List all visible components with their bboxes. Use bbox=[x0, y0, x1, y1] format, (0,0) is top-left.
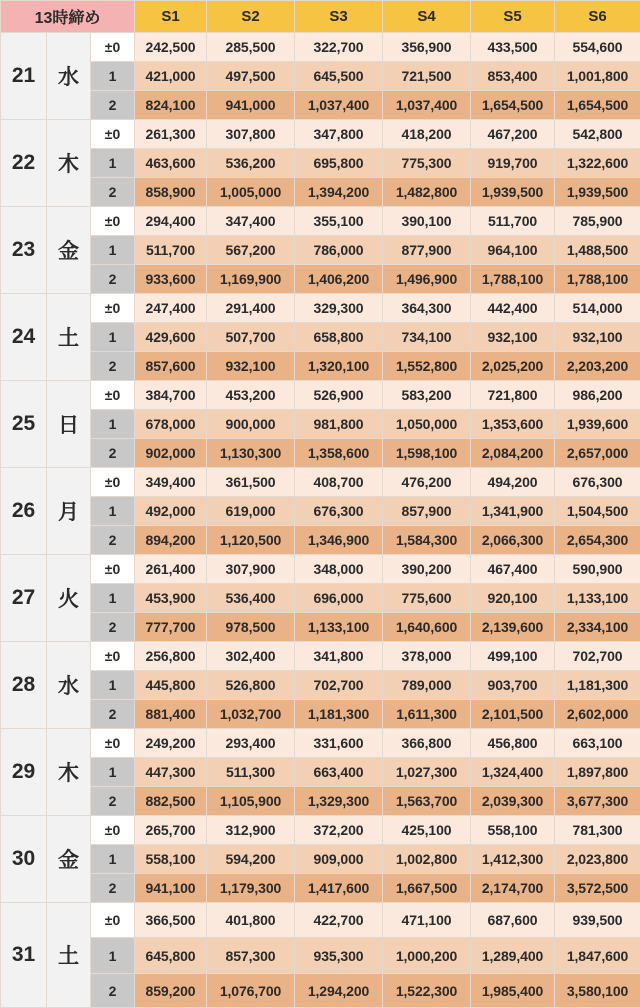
level-label: ±0 bbox=[91, 642, 135, 671]
price-cell: 348,000 bbox=[295, 555, 383, 584]
price-cell: 678,000 bbox=[135, 410, 207, 439]
price-cell: 3,580,100 bbox=[555, 974, 640, 1008]
weekday-label: 火 bbox=[47, 555, 91, 642]
price-cell: 2,654,300 bbox=[555, 526, 640, 555]
price-cell: 1,181,300 bbox=[555, 671, 640, 700]
price-cell: 453,200 bbox=[207, 381, 295, 410]
price-cell: 882,500 bbox=[135, 787, 207, 816]
price-cell: 463,600 bbox=[135, 149, 207, 178]
weekday-label: 土 bbox=[47, 903, 91, 1008]
level-label: 1 bbox=[91, 410, 135, 439]
price-cell: 1,417,600 bbox=[295, 874, 383, 903]
price-cell: 919,700 bbox=[471, 149, 555, 178]
price-cell: 1,105,900 bbox=[207, 787, 295, 816]
price-cell: 658,800 bbox=[295, 323, 383, 352]
price-cell: 619,000 bbox=[207, 497, 295, 526]
price-cell: 853,400 bbox=[471, 62, 555, 91]
price-cell: 775,600 bbox=[383, 584, 471, 613]
table-row bbox=[1, 700, 640, 729]
table-row bbox=[1, 149, 640, 178]
price-cell: 418,200 bbox=[383, 120, 471, 149]
day-number: 27 bbox=[1, 555, 47, 642]
price-cell: 2,334,100 bbox=[555, 613, 640, 642]
price-cell: 1,133,100 bbox=[555, 584, 640, 613]
weekday-label: 土 bbox=[47, 294, 91, 381]
price-cell: 249,200 bbox=[135, 729, 207, 758]
price-cell: 242,500 bbox=[135, 33, 207, 62]
price-cell: 372,200 bbox=[295, 816, 383, 845]
price-cell: 2,066,300 bbox=[471, 526, 555, 555]
price-cell: 364,300 bbox=[383, 294, 471, 323]
price-cell: 1,667,500 bbox=[383, 874, 471, 903]
price-cell: 1,120,500 bbox=[207, 526, 295, 555]
table-row bbox=[1, 874, 640, 903]
table-row bbox=[1, 62, 640, 91]
price-cell: 785,900 bbox=[555, 207, 640, 236]
level-label: 1 bbox=[91, 149, 135, 178]
price-cell: 2,101,500 bbox=[471, 700, 555, 729]
price-cell: 421,000 bbox=[135, 62, 207, 91]
price-cell: 663,400 bbox=[295, 758, 383, 787]
level-label: ±0 bbox=[91, 381, 135, 410]
price-cell: 294,400 bbox=[135, 207, 207, 236]
price-cell: 467,200 bbox=[471, 120, 555, 149]
weekday-label: 日 bbox=[47, 381, 91, 468]
price-cell: 1,584,300 bbox=[383, 526, 471, 555]
price-cell: 645,500 bbox=[295, 62, 383, 91]
price-cell: 1,358,600 bbox=[295, 439, 383, 468]
level-label: 2 bbox=[91, 352, 135, 381]
price-cell: 2,657,000 bbox=[555, 439, 640, 468]
price-cell: 1,341,900 bbox=[471, 497, 555, 526]
column-header-s6: S6 bbox=[555, 1, 640, 33]
table-row bbox=[1, 207, 640, 236]
price-cell: 903,700 bbox=[471, 671, 555, 700]
price-cell: 366,800 bbox=[383, 729, 471, 758]
price-cell: 494,200 bbox=[471, 468, 555, 497]
price-cell: 2,139,600 bbox=[471, 613, 555, 642]
table-row bbox=[1, 642, 640, 671]
table-row bbox=[1, 381, 640, 410]
level-label: ±0 bbox=[91, 33, 135, 62]
level-label: 2 bbox=[91, 439, 135, 468]
price-cell: 932,100 bbox=[471, 323, 555, 352]
price-cell: 1,320,100 bbox=[295, 352, 383, 381]
price-cell: 3,572,500 bbox=[555, 874, 640, 903]
price-cell: 285,500 bbox=[207, 33, 295, 62]
price-cell: 645,800 bbox=[135, 938, 207, 974]
table-row bbox=[1, 671, 640, 700]
price-cell: 2,025,200 bbox=[471, 352, 555, 381]
price-cell: 445,800 bbox=[135, 671, 207, 700]
table-row bbox=[1, 91, 640, 120]
table-row bbox=[1, 120, 640, 149]
price-cell: 536,200 bbox=[207, 149, 295, 178]
level-label: ±0 bbox=[91, 468, 135, 497]
price-cell: 941,000 bbox=[207, 91, 295, 120]
table-row bbox=[1, 729, 640, 758]
price-cell: 2,203,200 bbox=[555, 352, 640, 381]
price-cell: 981,800 bbox=[295, 410, 383, 439]
price-cell: 857,600 bbox=[135, 352, 207, 381]
day-number: 23 bbox=[1, 207, 47, 294]
table-row bbox=[1, 816, 640, 845]
price-cell: 1,037,400 bbox=[295, 91, 383, 120]
header-row bbox=[1, 1, 640, 33]
price-cell: 1,027,300 bbox=[383, 758, 471, 787]
price-cell: 265,700 bbox=[135, 816, 207, 845]
price-cell: 390,200 bbox=[383, 555, 471, 584]
price-cell: 909,000 bbox=[295, 845, 383, 874]
price-cell: 1,353,600 bbox=[471, 410, 555, 439]
table-row bbox=[1, 845, 640, 874]
price-cell: 857,300 bbox=[207, 938, 295, 974]
price-cell: 1,289,400 bbox=[471, 938, 555, 974]
day-number: 26 bbox=[1, 468, 47, 555]
price-cell: 932,100 bbox=[555, 323, 640, 352]
price-cell: 558,100 bbox=[471, 816, 555, 845]
day-number: 30 bbox=[1, 816, 47, 903]
weekday-label: 木 bbox=[47, 729, 91, 816]
price-cell: 789,000 bbox=[383, 671, 471, 700]
price-cell: 497,500 bbox=[207, 62, 295, 91]
price-cell: 511,300 bbox=[207, 758, 295, 787]
level-label: 2 bbox=[91, 874, 135, 903]
price-cell: 347,400 bbox=[207, 207, 295, 236]
price-cell: 857,900 bbox=[383, 497, 471, 526]
price-cell: 511,700 bbox=[471, 207, 555, 236]
price-cell: 594,200 bbox=[207, 845, 295, 874]
price-cell: 567,200 bbox=[207, 236, 295, 265]
price-cell: 687,600 bbox=[471, 903, 555, 938]
price-cell: 902,000 bbox=[135, 439, 207, 468]
price-cell: 1,522,300 bbox=[383, 974, 471, 1008]
price-cell: 920,100 bbox=[471, 584, 555, 613]
table-row bbox=[1, 584, 640, 613]
column-header-s2: S2 bbox=[207, 1, 295, 33]
price-cell: 734,100 bbox=[383, 323, 471, 352]
table-row bbox=[1, 497, 640, 526]
price-cell: 859,200 bbox=[135, 974, 207, 1008]
weekday-label: 木 bbox=[47, 120, 91, 207]
table-row bbox=[1, 352, 640, 381]
price-cell: 349,400 bbox=[135, 468, 207, 497]
weekday-label: 金 bbox=[47, 816, 91, 903]
column-header-s4: S4 bbox=[383, 1, 471, 33]
price-cell: 3,677,300 bbox=[555, 787, 640, 816]
price-cell: 526,800 bbox=[207, 671, 295, 700]
table-row bbox=[1, 178, 640, 207]
price-cell: 514,000 bbox=[555, 294, 640, 323]
price-cell: 476,200 bbox=[383, 468, 471, 497]
price-cell: 1,169,900 bbox=[207, 265, 295, 294]
level-label: ±0 bbox=[91, 816, 135, 845]
price-cell: 702,700 bbox=[295, 671, 383, 700]
day-number: 29 bbox=[1, 729, 47, 816]
price-cell: 933,600 bbox=[135, 265, 207, 294]
price-cell: 786,000 bbox=[295, 236, 383, 265]
price-cell: 1,654,500 bbox=[555, 91, 640, 120]
day-number: 21 bbox=[1, 33, 47, 120]
price-cell: 1,130,300 bbox=[207, 439, 295, 468]
price-cell: 777,700 bbox=[135, 613, 207, 642]
price-cell: 1,294,200 bbox=[295, 974, 383, 1008]
level-label: 1 bbox=[91, 584, 135, 613]
price-cell: 775,300 bbox=[383, 149, 471, 178]
price-cell: 1,050,000 bbox=[383, 410, 471, 439]
price-cell: 986,200 bbox=[555, 381, 640, 410]
price-cell: 2,023,800 bbox=[555, 845, 640, 874]
column-header-s1: S1 bbox=[135, 1, 207, 33]
price-cell: 939,500 bbox=[555, 903, 640, 938]
price-cell: 442,400 bbox=[471, 294, 555, 323]
price-cell: 1,406,200 bbox=[295, 265, 383, 294]
price-cell: 1,552,800 bbox=[383, 352, 471, 381]
price-cell: 453,900 bbox=[135, 584, 207, 613]
price-cell: 511,700 bbox=[135, 236, 207, 265]
level-label: 1 bbox=[91, 497, 135, 526]
table-row bbox=[1, 938, 640, 974]
price-cell: 554,600 bbox=[555, 33, 640, 62]
level-label: 1 bbox=[91, 62, 135, 91]
table-row bbox=[1, 903, 640, 938]
price-cell: 499,100 bbox=[471, 642, 555, 671]
price-cell: 932,100 bbox=[207, 352, 295, 381]
price-cell: 590,900 bbox=[555, 555, 640, 584]
price-cell: 1,482,800 bbox=[383, 178, 471, 207]
price-cell: 433,500 bbox=[471, 33, 555, 62]
price-cell: 378,000 bbox=[383, 642, 471, 671]
price-cell: 307,800 bbox=[207, 120, 295, 149]
price-cell: 881,400 bbox=[135, 700, 207, 729]
level-label: ±0 bbox=[91, 207, 135, 236]
level-label: 2 bbox=[91, 787, 135, 816]
level-label: 1 bbox=[91, 236, 135, 265]
price-cell: 676,300 bbox=[555, 468, 640, 497]
price-cell: 1,076,700 bbox=[207, 974, 295, 1008]
price-cell: 536,400 bbox=[207, 584, 295, 613]
price-cell: 384,700 bbox=[135, 381, 207, 410]
level-label: ±0 bbox=[91, 729, 135, 758]
price-cell: 1,488,500 bbox=[555, 236, 640, 265]
price-cell: 1,496,900 bbox=[383, 265, 471, 294]
price-cell: 261,400 bbox=[135, 555, 207, 584]
price-cell: 467,400 bbox=[471, 555, 555, 584]
table-row bbox=[1, 236, 640, 265]
price-cell: 583,200 bbox=[383, 381, 471, 410]
price-cell: 978,500 bbox=[207, 613, 295, 642]
price-cell: 721,800 bbox=[471, 381, 555, 410]
level-label: 2 bbox=[91, 265, 135, 294]
price-cell: 1,001,800 bbox=[555, 62, 640, 91]
price-cell: 293,400 bbox=[207, 729, 295, 758]
price-cell: 1,324,400 bbox=[471, 758, 555, 787]
level-label: 2 bbox=[91, 91, 135, 120]
price-cell: 329,300 bbox=[295, 294, 383, 323]
price-cell: 471,100 bbox=[383, 903, 471, 938]
table-row bbox=[1, 294, 640, 323]
weekday-label: 水 bbox=[47, 642, 91, 729]
level-label: 2 bbox=[91, 178, 135, 207]
level-label: 1 bbox=[91, 845, 135, 874]
price-cell: 1,002,800 bbox=[383, 845, 471, 874]
price-cell: 1,322,600 bbox=[555, 149, 640, 178]
table-row bbox=[1, 526, 640, 555]
level-label: 2 bbox=[91, 974, 135, 1008]
level-label: 1 bbox=[91, 758, 135, 787]
price-cell: 2,084,200 bbox=[471, 439, 555, 468]
price-cell: 1,037,400 bbox=[383, 91, 471, 120]
weekday-label: 月 bbox=[47, 468, 91, 555]
price-cell: 2,174,700 bbox=[471, 874, 555, 903]
column-header-s3: S3 bbox=[295, 1, 383, 33]
price-cell: 355,100 bbox=[295, 207, 383, 236]
price-cell: 1,897,800 bbox=[555, 758, 640, 787]
price-cell: 422,700 bbox=[295, 903, 383, 938]
price-cell: 429,600 bbox=[135, 323, 207, 352]
level-label: ±0 bbox=[91, 120, 135, 149]
day-number: 28 bbox=[1, 642, 47, 729]
price-cell: 676,300 bbox=[295, 497, 383, 526]
price-cell: 1,394,200 bbox=[295, 178, 383, 207]
price-cell: 2,602,000 bbox=[555, 700, 640, 729]
price-cell: 1,412,300 bbox=[471, 845, 555, 874]
level-label: ±0 bbox=[91, 903, 135, 938]
level-label: 1 bbox=[91, 938, 135, 974]
price-cell: 1,985,400 bbox=[471, 974, 555, 1008]
table-row bbox=[1, 323, 640, 352]
price-cell: 361,500 bbox=[207, 468, 295, 497]
price-cell: 1,563,700 bbox=[383, 787, 471, 816]
price-cell: 1,788,100 bbox=[555, 265, 640, 294]
price-cell: 1,346,900 bbox=[295, 526, 383, 555]
price-cell: 1,640,600 bbox=[383, 613, 471, 642]
price-cell: 507,700 bbox=[207, 323, 295, 352]
price-cell: 390,100 bbox=[383, 207, 471, 236]
table-row bbox=[1, 468, 640, 497]
column-header-s5: S5 bbox=[471, 1, 555, 33]
price-cell: 1,788,100 bbox=[471, 265, 555, 294]
price-cell: 1,181,300 bbox=[295, 700, 383, 729]
price-cell: 456,800 bbox=[471, 729, 555, 758]
price-cell: 401,800 bbox=[207, 903, 295, 938]
weekday-label: 水 bbox=[47, 33, 91, 120]
price-cell: 935,300 bbox=[295, 938, 383, 974]
price-cell: 1,032,700 bbox=[207, 700, 295, 729]
level-label: 2 bbox=[91, 526, 135, 555]
price-cell: 1,847,600 bbox=[555, 938, 640, 974]
day-number: 31 bbox=[1, 903, 47, 1008]
price-cell: 1,504,500 bbox=[555, 497, 640, 526]
level-label: 1 bbox=[91, 671, 135, 700]
price-cell: 331,600 bbox=[295, 729, 383, 758]
price-cell: 356,900 bbox=[383, 33, 471, 62]
table-body bbox=[1, 33, 640, 1008]
price-cell: 247,400 bbox=[135, 294, 207, 323]
price-cell: 877,900 bbox=[383, 236, 471, 265]
price-cell: 964,100 bbox=[471, 236, 555, 265]
price-cell: 1,654,500 bbox=[471, 91, 555, 120]
price-cell: 307,900 bbox=[207, 555, 295, 584]
table-row bbox=[1, 265, 640, 294]
table-row bbox=[1, 33, 640, 62]
level-label: 2 bbox=[91, 700, 135, 729]
table-row bbox=[1, 613, 640, 642]
level-label: 2 bbox=[91, 613, 135, 642]
price-cell: 1,133,100 bbox=[295, 613, 383, 642]
price-cell: 312,900 bbox=[207, 816, 295, 845]
price-cell: 558,100 bbox=[135, 845, 207, 874]
table-row bbox=[1, 974, 640, 1008]
table-row bbox=[1, 758, 640, 787]
day-number: 25 bbox=[1, 381, 47, 468]
price-cell: 302,400 bbox=[207, 642, 295, 671]
price-cell: 341,800 bbox=[295, 642, 383, 671]
price-cell: 447,300 bbox=[135, 758, 207, 787]
table-row bbox=[1, 555, 640, 584]
price-cell: 1,005,000 bbox=[207, 178, 295, 207]
table-row bbox=[1, 439, 640, 468]
price-cell: 1,611,300 bbox=[383, 700, 471, 729]
price-cell: 366,500 bbox=[135, 903, 207, 938]
price-cell: 425,100 bbox=[383, 816, 471, 845]
price-cell: 858,900 bbox=[135, 178, 207, 207]
price-cell: 941,100 bbox=[135, 874, 207, 903]
price-cell: 1,598,100 bbox=[383, 439, 471, 468]
day-number: 22 bbox=[1, 120, 47, 207]
price-cell: 492,000 bbox=[135, 497, 207, 526]
price-cell: 526,900 bbox=[295, 381, 383, 410]
price-cell: 347,800 bbox=[295, 120, 383, 149]
price-cell: 894,200 bbox=[135, 526, 207, 555]
price-cell: 322,700 bbox=[295, 33, 383, 62]
table-row bbox=[1, 410, 640, 439]
price-cell: 1,939,500 bbox=[555, 178, 640, 207]
price-cell: 1,939,600 bbox=[555, 410, 640, 439]
price-cell: 1,329,300 bbox=[295, 787, 383, 816]
price-cell: 663,100 bbox=[555, 729, 640, 758]
price-cell: 1,939,500 bbox=[471, 178, 555, 207]
day-number: 24 bbox=[1, 294, 47, 381]
level-label: 1 bbox=[91, 323, 135, 352]
table-title: 13時締め bbox=[1, 1, 135, 33]
table-row bbox=[1, 787, 640, 816]
price-cell: 695,800 bbox=[295, 149, 383, 178]
price-cell: 696,000 bbox=[295, 584, 383, 613]
price-cell: 2,039,300 bbox=[471, 787, 555, 816]
price-cell: 1,000,200 bbox=[383, 938, 471, 974]
price-cell: 542,800 bbox=[555, 120, 640, 149]
price-cell: 408,700 bbox=[295, 468, 383, 497]
price-cell: 781,300 bbox=[555, 816, 640, 845]
price-cell: 900,000 bbox=[207, 410, 295, 439]
level-label: ±0 bbox=[91, 555, 135, 584]
level-label: ±0 bbox=[91, 294, 135, 323]
price-cell: 1,179,300 bbox=[207, 874, 295, 903]
weekday-label: 金 bbox=[47, 207, 91, 294]
price-cell: 702,700 bbox=[555, 642, 640, 671]
price-cell: 291,400 bbox=[207, 294, 295, 323]
price-cell: 256,800 bbox=[135, 642, 207, 671]
price-cell: 721,500 bbox=[383, 62, 471, 91]
price-cell: 261,300 bbox=[135, 120, 207, 149]
price-cell: 824,100 bbox=[135, 91, 207, 120]
